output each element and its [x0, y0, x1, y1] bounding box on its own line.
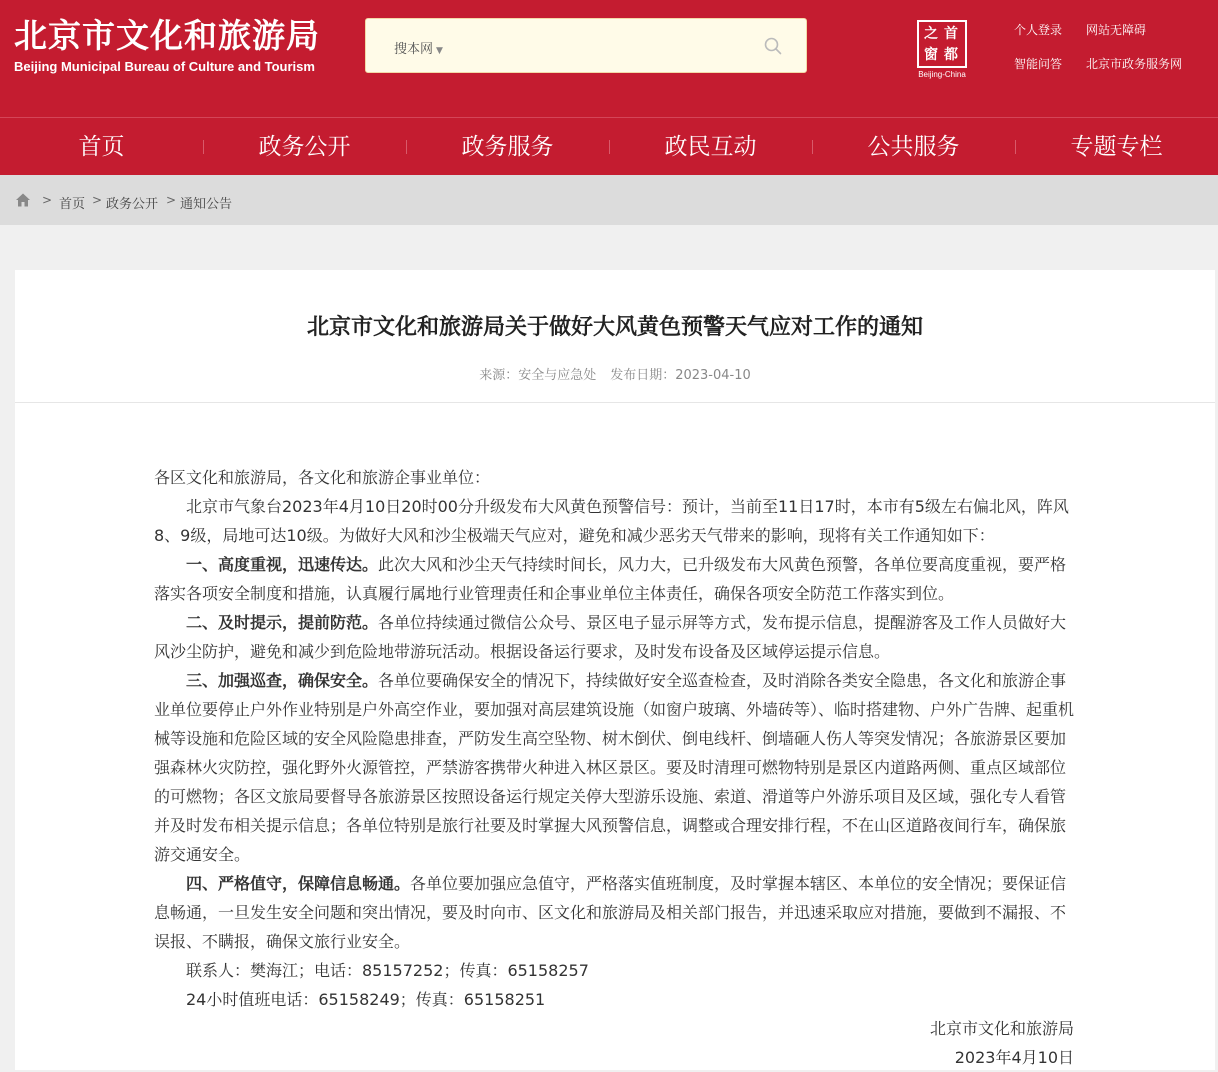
capital-char: 之: [924, 26, 938, 42]
section-heading: 二、及时提示，提前防范。: [186, 613, 379, 632]
divider: [15, 402, 1215, 403]
breadcrumb-home[interactable]: 首页: [59, 197, 86, 212]
article-body: [154, 463, 1074, 1072]
article-panel: [15, 270, 1215, 1070]
gov-service-link[interactable]: 北京市政务服务网: [1086, 57, 1183, 71]
duty-phone: 24小时值班电话：65158249；传真：65158251: [186, 990, 546, 1009]
sign-date: 2023年4月10日: [954, 1048, 1074, 1067]
accessibility-link[interactable]: 网站无障碍: [1086, 23, 1147, 37]
article-meta: [15, 364, 1215, 383]
nav-item-topics[interactable]: 专题专栏: [1015, 118, 1218, 175]
signature: 北京市文化和旅游局: [929, 1019, 1074, 1038]
section-heading: 一、高度重视，迅速传达。: [186, 555, 379, 574]
nav-item-public-services[interactable]: 公共服务: [812, 118, 1015, 175]
intro-paragraph: 北京市气象台2023年4月10日20时00分升级发布大风黄色预警信号：预计，当前至11日17时，本市有5级左右偏北风，阵风8、9级，局地可达10级。为做好大风和沙尘极端天气应对，避免和减少恶劣天气带来的影响，现将有关工作通知如下：: [154, 497, 1069, 545]
breadcrumb: [0, 175, 1218, 225]
nav-item-interaction[interactable]: 政民互动: [609, 118, 812, 175]
site-logo[interactable]: [14, 16, 320, 74]
capital-char: 首: [944, 26, 958, 42]
capital-char: 都: [944, 47, 958, 63]
capital-char: 窗: [924, 47, 938, 63]
logo-title-en: Beijing Municipal Bureau of Culture and Tourism: [14, 59, 315, 74]
contact-info: 联系人：樊海江；电话：85157252；传真：65158257: [186, 961, 589, 980]
search-box: [365, 18, 807, 73]
nav-item-gov-services[interactable]: 政务服务: [406, 118, 609, 175]
nav-item-home[interactable]: 首页: [78, 134, 125, 160]
search-input[interactable]: [466, 31, 746, 61]
search-scope-label: 搜本网: [394, 42, 434, 57]
capital-en-label: Beijing-China: [918, 70, 966, 79]
capital-seal: [917, 20, 967, 68]
breadcrumb-separator: >: [166, 193, 177, 207]
section-paragraph: [154, 666, 1074, 869]
section-body: 各单位持续通过微信公众号、景区电子显示屏等方式，发布提示信息，提醒游客及工作人员做好大风沙尘防护，避免和减少到危险地带游玩活动。根据设备运行要求，及时发布设备及区域停运提示信息。: [154, 613, 1067, 661]
site-header: [0, 0, 1218, 117]
breadcrumb-separator: >: [92, 193, 103, 207]
section-heading: 三、加强巡查，确保安全。: [186, 671, 379, 690]
section-body: 此次大风和沙尘天气持续时间长，风力大，已升级发布大风黄色预警，各单位要高度重视，要严格落实各项安全制度和措施，认真履行属地行业管理责任和企事业单位主体责任，确保各项安全防范工作落实到位。: [154, 555, 1067, 603]
search-scope-dropdown[interactable]: [394, 38, 443, 57]
section-paragraph: [154, 608, 1074, 666]
article-date: 发布日期：2023-04-10: [610, 368, 751, 383]
logo-title-cn: 北京市文化和旅游局: [14, 16, 320, 55]
breadcrumb-notices[interactable]: 通知公告: [180, 197, 233, 212]
home-icon[interactable]: [15, 192, 31, 208]
chevron-down-icon: ▼: [436, 46, 443, 56]
section-body: 各单位要加强应急值守，严格落实值班制度，及时掌握本辖区、本单位的安全情况；要保证信息畅通，一旦发生安全问题和突出情况，要及时向市、区文化和旅游局及相关部门报告，并迅速采取应对措施，要做到不漏报、不误报、不瞒报，确保文旅行业安全。: [154, 874, 1067, 951]
article-title: 北京市文化和旅游局关于做好大风黄色预警天气应对工作的通知: [306, 315, 923, 340]
section-heading: 四、严格值守，保障信息畅通。: [186, 874, 411, 893]
nav-item-gov-affairs[interactable]: 政务公开: [203, 118, 406, 175]
personal-login-link[interactable]: 个人登录: [1014, 23, 1063, 37]
capital-window-logo[interactable]: [914, 20, 970, 78]
smart-qa-link[interactable]: 智能问答: [1014, 57, 1063, 71]
section-paragraph: [154, 869, 1074, 956]
salutation: 各区文化和旅游局，各文化和旅游企事业单位：: [154, 468, 491, 487]
section-body: 各单位要确保安全的情况下，持续做好安全巡查检查，及时消除各类安全隐患，各文化和旅游企事业单位要停止户外作业特别是户外高空作业，要加强对高层建筑设施（如窗户玻璃、外墙砖等）、临时搭建物、户外广告牌、起重机械等设施和危险区域的安全风险隐患排查，严防发生高空坠物、树木倒伏、倒电线杆、倒墙砸人伤人等突发情况；各旅游景区要加强森林火灾防控，强化野外火源管控，严禁游客携带火种进入林区景区。要及时清理可燃物特别是景区内道路两侧、重点区域部位的可燃物；各区文旅局要督导各旅游景区按照设备运行规定关停大型游乐设施、索道、滑道等户外游乐项目及区域，强化专人看管并及时发布相关提示信息；各单位特别是旅行社要及时掌握大风预警信息，调整或合理安排行程，不在山区道路夜间行车，确保旅游交通安全。: [154, 671, 1075, 864]
main-nav: [0, 117, 1218, 175]
breadcrumb-gov-affairs[interactable]: 政务公开: [106, 197, 159, 212]
breadcrumb-separator: >: [42, 193, 53, 207]
search-icon[interactable]: [762, 35, 784, 57]
article-source: 来源：安全与应急处: [479, 368, 597, 383]
section-paragraph: [154, 550, 1074, 608]
